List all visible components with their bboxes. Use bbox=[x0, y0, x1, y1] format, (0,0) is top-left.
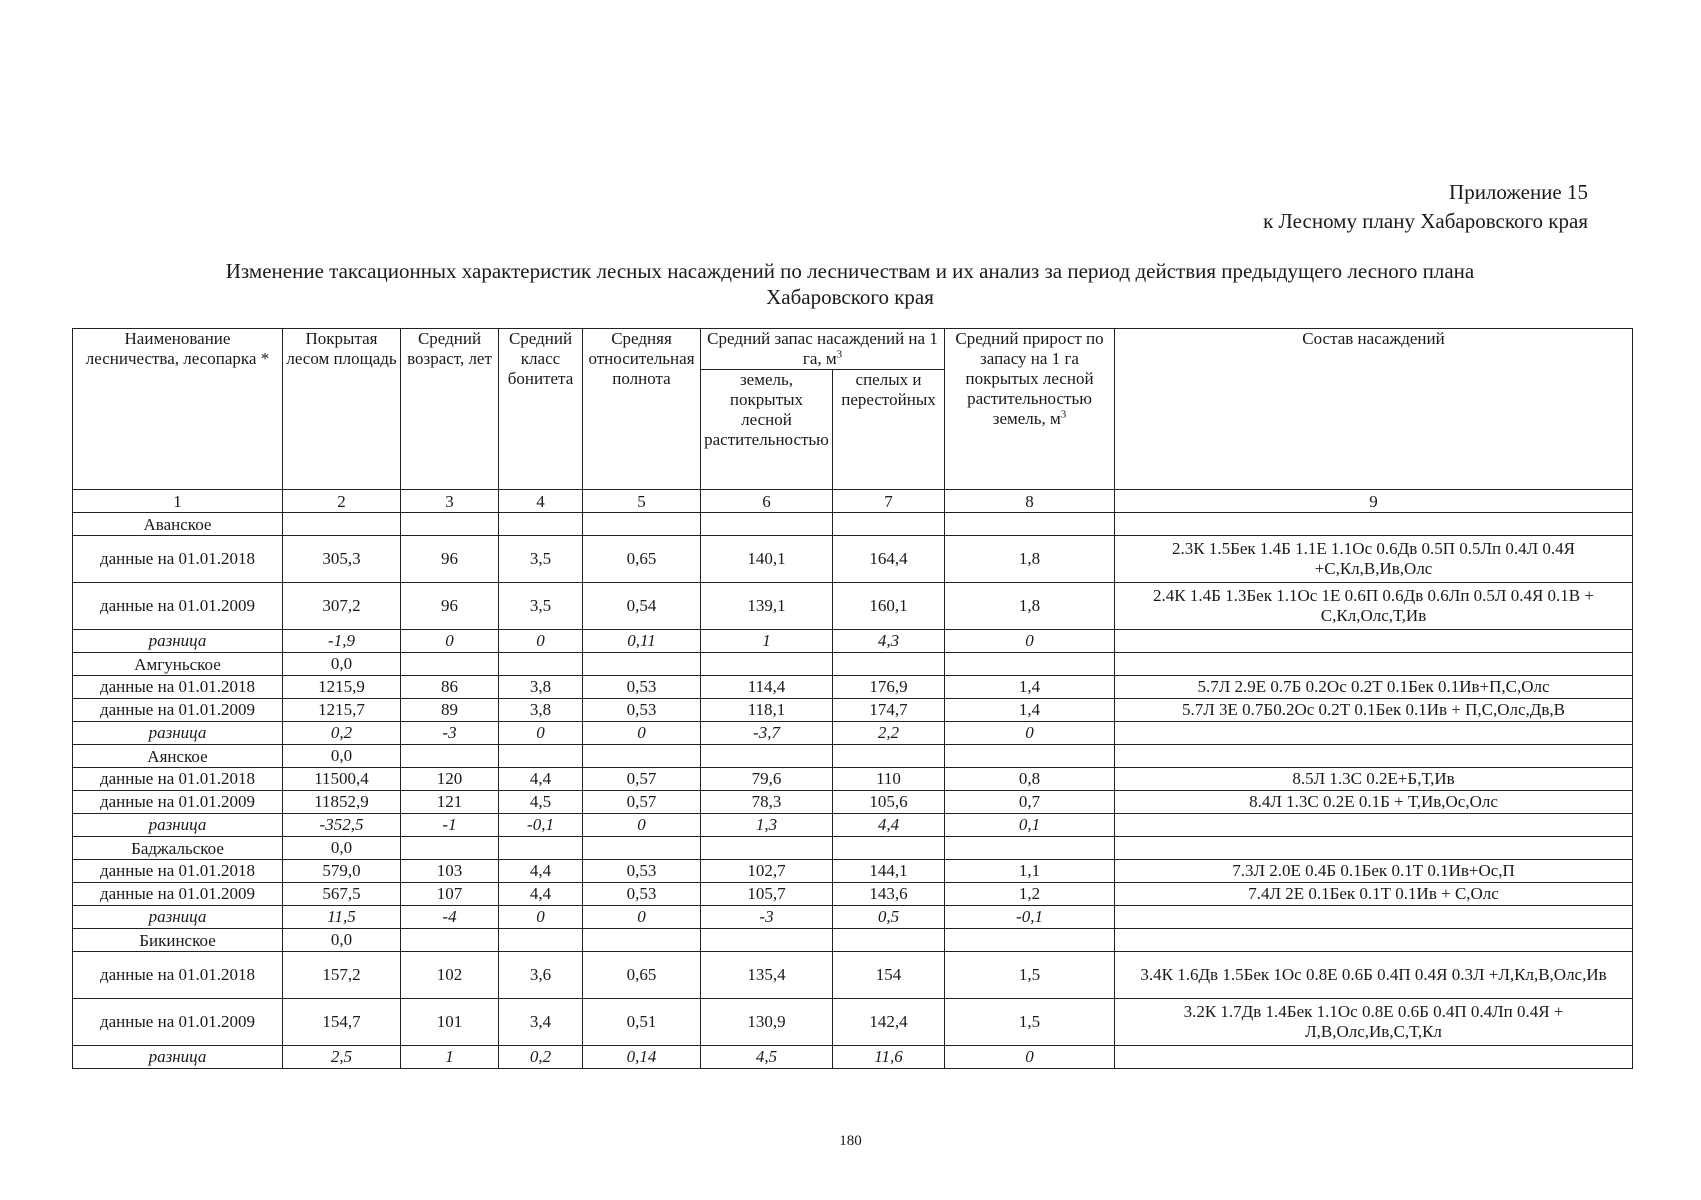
table-cell bbox=[833, 745, 945, 768]
value-cell-area: 11,5 bbox=[283, 906, 401, 929]
table-cell bbox=[401, 837, 499, 860]
row-label: разница bbox=[73, 722, 283, 745]
composition-cell: 5.7Л 2.9Е 0.7Б 0.2Ос 0.2Т 0.1Бек 0.1Ив+П,С,Олс bbox=[1115, 676, 1633, 699]
value-cell-s6: 4,5 bbox=[701, 1046, 833, 1069]
page-number: 180 bbox=[839, 1133, 862, 1149]
col-number: 9 bbox=[1115, 490, 1633, 513]
value-cell-area: 154,7 bbox=[283, 999, 401, 1046]
value-cell-age: 103 bbox=[401, 860, 499, 883]
group-area-value: 0,0 bbox=[283, 837, 401, 860]
composition-cell bbox=[1115, 906, 1633, 929]
composition-cell: 7.3Л 2.0Е 0.4Б 0.1Бек 0.1Т 0.1Ив+Ос,П bbox=[1115, 860, 1633, 883]
value-cell-age: 96 bbox=[401, 583, 499, 630]
title-line2: Хабаровского края bbox=[766, 285, 934, 309]
value-cell-area: 157,2 bbox=[283, 952, 401, 999]
row-label: разница bbox=[73, 1046, 283, 1069]
value-cell-g8: 0,7 bbox=[945, 791, 1115, 814]
value-cell-area: 2,5 bbox=[283, 1046, 401, 1069]
value-cell-g8: 0 bbox=[945, 630, 1115, 653]
value-cell-s7: 176,9 bbox=[833, 676, 945, 699]
value-cell-g8: 0 bbox=[945, 1046, 1115, 1069]
value-cell-g8: 1,1 bbox=[945, 860, 1115, 883]
table-cell bbox=[401, 513, 499, 536]
value-cell-bon: 0 bbox=[499, 630, 583, 653]
row-label: данные на 01.01.2009 bbox=[73, 791, 283, 814]
group-header-row bbox=[73, 745, 1633, 768]
header-stock-mature: спелых и перестойных bbox=[833, 370, 945, 490]
table-cell bbox=[833, 837, 945, 860]
header-density: Средняя относительная полнота bbox=[583, 329, 701, 490]
col-number: 3 bbox=[401, 490, 499, 513]
table-cell bbox=[499, 929, 583, 952]
table-cell bbox=[1115, 513, 1633, 536]
forestry-name: Аянское bbox=[73, 745, 283, 768]
value-cell-g8: 1,5 bbox=[945, 999, 1115, 1046]
value-cell-s6: 139,1 bbox=[701, 583, 833, 630]
value-cell-s6: 105,7 bbox=[701, 883, 833, 906]
value-cell-s7: 160,1 bbox=[833, 583, 945, 630]
appendix-line2: к Лесному плану Хабаровского края bbox=[1263, 209, 1588, 233]
title-line1: Изменение таксационных характеристик лесных насаждений по лесничествам и их анализ за период действия предыдущего лесного плана bbox=[225, 259, 1475, 283]
table-cell bbox=[401, 929, 499, 952]
table-cell bbox=[945, 653, 1115, 676]
col-number: 5 bbox=[583, 490, 701, 513]
value-cell-s6: 118,1 bbox=[701, 699, 833, 722]
forestry-name: Амгуньское bbox=[73, 653, 283, 676]
value-cell-s7: 144,1 bbox=[833, 860, 945, 883]
header-composition: Состав насаждений bbox=[1115, 329, 1633, 490]
value-cell-s6: -3 bbox=[701, 906, 833, 929]
data-row bbox=[73, 676, 1633, 699]
value-cell-dens: 0,54 bbox=[583, 583, 701, 630]
group-area-value: 0,0 bbox=[283, 929, 401, 952]
header-age: Средний возраст, лет bbox=[401, 329, 499, 490]
value-cell-area: 305,3 bbox=[283, 536, 401, 583]
header-stock-sup: 3 bbox=[836, 348, 843, 361]
value-cell-area: 11500,4 bbox=[283, 768, 401, 791]
group-area-value: 0,0 bbox=[283, 745, 401, 768]
value-cell-g8: 1,8 bbox=[945, 536, 1115, 583]
value-cell-s7: 143,6 bbox=[833, 883, 945, 906]
value-cell-area: 307,2 bbox=[283, 583, 401, 630]
table-cell bbox=[1115, 837, 1633, 860]
table-cell bbox=[499, 513, 583, 536]
value-cell-bon: 3,5 bbox=[499, 536, 583, 583]
group-header-row bbox=[73, 513, 1633, 536]
value-cell-s6: 102,7 bbox=[701, 860, 833, 883]
col-number: 8 bbox=[945, 490, 1115, 513]
difference-row bbox=[73, 1046, 1633, 1069]
table-cell bbox=[583, 837, 701, 860]
table-cell bbox=[701, 837, 833, 860]
data-row bbox=[73, 883, 1633, 906]
value-cell-s7: 164,4 bbox=[833, 536, 945, 583]
value-cell-dens: 0 bbox=[583, 906, 701, 929]
table-body bbox=[73, 513, 1633, 1069]
table-cell bbox=[1115, 929, 1633, 952]
value-cell-area: 567,5 bbox=[283, 883, 401, 906]
forestry-name: Бикинское bbox=[73, 929, 283, 952]
value-cell-s6: 114,4 bbox=[701, 676, 833, 699]
data-row bbox=[73, 999, 1633, 1046]
value-cell-g8: -0,1 bbox=[945, 906, 1115, 929]
table-cell bbox=[499, 837, 583, 860]
row-label: данные на 01.01.2018 bbox=[73, 768, 283, 791]
value-cell-g8: 1,2 bbox=[945, 883, 1115, 906]
value-cell-dens: 0,11 bbox=[583, 630, 701, 653]
appendix-line1: Приложение 15 bbox=[1449, 180, 1588, 204]
value-cell-age: 96 bbox=[401, 536, 499, 583]
composition-cell: 8.4Л 1.3С 0.2Е 0.1Б + Т,Ив,Ос,Олс bbox=[1115, 791, 1633, 814]
row-label: данные на 01.01.2018 bbox=[73, 676, 283, 699]
value-cell-s7: 2,2 bbox=[833, 722, 945, 745]
value-cell-area: 1215,7 bbox=[283, 699, 401, 722]
value-cell-dens: 0,53 bbox=[583, 676, 701, 699]
table-cell bbox=[1115, 745, 1633, 768]
table-cell bbox=[833, 653, 945, 676]
table-cell bbox=[833, 513, 945, 536]
row-label: данные на 01.01.2009 bbox=[73, 883, 283, 906]
difference-row bbox=[73, 722, 1633, 745]
composition-cell: 3.2К 1.7Дв 1.4Бек 1.1Ос 0.8Е 0.6Б 0.4П 0.4Лп 0.4Я + Л,В,Олс,Ив,С,Т,Кл bbox=[1115, 999, 1633, 1046]
value-cell-s6: 1,3 bbox=[701, 814, 833, 837]
data-row bbox=[73, 791, 1633, 814]
group-area-value: 0,0 bbox=[283, 653, 401, 676]
value-cell-area: 579,0 bbox=[283, 860, 401, 883]
value-cell-dens: 0,65 bbox=[583, 536, 701, 583]
value-cell-g8: 0 bbox=[945, 722, 1115, 745]
table-cell bbox=[701, 513, 833, 536]
row-label: данные на 01.01.2018 bbox=[73, 952, 283, 999]
value-cell-dens: 0,53 bbox=[583, 860, 701, 883]
table-cell bbox=[701, 929, 833, 952]
value-cell-area: -352,5 bbox=[283, 814, 401, 837]
value-cell-area: -1,9 bbox=[283, 630, 401, 653]
group-header-row bbox=[73, 929, 1633, 952]
value-cell-dens: 0,53 bbox=[583, 699, 701, 722]
value-cell-g8: 0,1 bbox=[945, 814, 1115, 837]
value-cell-dens: 0,51 bbox=[583, 999, 701, 1046]
row-label: данные на 01.01.2009 bbox=[73, 583, 283, 630]
value-cell-bon: 0 bbox=[499, 906, 583, 929]
value-cell-age: 0 bbox=[401, 630, 499, 653]
value-cell-g8: 1,5 bbox=[945, 952, 1115, 999]
value-cell-bon: 0 bbox=[499, 722, 583, 745]
table-cell bbox=[583, 745, 701, 768]
row-label: разница bbox=[73, 814, 283, 837]
value-cell-bon: 3,8 bbox=[499, 676, 583, 699]
difference-row bbox=[73, 814, 1633, 837]
value-cell-bon: 3,4 bbox=[499, 999, 583, 1046]
value-cell-g8: 1,4 bbox=[945, 676, 1115, 699]
row-label: данные на 01.01.2018 bbox=[73, 860, 283, 883]
table-cell bbox=[945, 837, 1115, 860]
value-cell-s7: 4,3 bbox=[833, 630, 945, 653]
value-cell-s6: 1 bbox=[701, 630, 833, 653]
value-cell-bon: 3,8 bbox=[499, 699, 583, 722]
value-cell-s7: 174,7 bbox=[833, 699, 945, 722]
data-row bbox=[73, 536, 1633, 583]
document-title bbox=[110, 258, 1590, 310]
composition-cell: 7.4Л 2Е 0.1Бек 0.1Т 0.1Ив + С,Олс bbox=[1115, 883, 1633, 906]
value-cell-dens: 0 bbox=[583, 814, 701, 837]
table-cell bbox=[583, 929, 701, 952]
value-cell-bon: 3,6 bbox=[499, 952, 583, 999]
composition-cell: 3.4К 1.6Дв 1.5Бек 1Ос 0.8Е 0.6Б 0.4П 0.4Я 0.3Л +Л,Кл,В,Олс,Ив bbox=[1115, 952, 1633, 999]
composition-cell: 5.7Л 3Е 0.7Б0.2Ос 0.2Т 0.1Бек 0.1Ив + П,С,Олс,Дв,В bbox=[1115, 699, 1633, 722]
value-cell-s6: 135,4 bbox=[701, 952, 833, 999]
value-cell-s6: 130,9 bbox=[701, 999, 833, 1046]
difference-row bbox=[73, 906, 1633, 929]
data-row bbox=[73, 699, 1633, 722]
value-cell-dens: 0,57 bbox=[583, 791, 701, 814]
forestry-name: Аванское bbox=[73, 513, 283, 536]
value-cell-age: 107 bbox=[401, 883, 499, 906]
value-cell-g8: 1,4 bbox=[945, 699, 1115, 722]
col-number: 6 bbox=[701, 490, 833, 513]
appendix-header bbox=[1263, 178, 1588, 236]
value-cell-s7: 105,6 bbox=[833, 791, 945, 814]
value-cell-age: 102 bbox=[401, 952, 499, 999]
value-cell-s6: 79,6 bbox=[701, 768, 833, 791]
value-cell-age: 120 bbox=[401, 768, 499, 791]
value-cell-g8: 1,8 bbox=[945, 583, 1115, 630]
table-cell bbox=[833, 929, 945, 952]
taxation-table bbox=[72, 328, 1633, 1069]
value-cell-age: 89 bbox=[401, 699, 499, 722]
header-stock-group bbox=[701, 329, 945, 370]
table-cell bbox=[583, 513, 701, 536]
value-cell-dens: 0,53 bbox=[583, 883, 701, 906]
row-label: данные на 01.01.2009 bbox=[73, 699, 283, 722]
row-label: разница bbox=[73, 630, 283, 653]
group-header-row bbox=[73, 837, 1633, 860]
value-cell-age: 101 bbox=[401, 999, 499, 1046]
value-cell-bon: 4,4 bbox=[499, 768, 583, 791]
header-growth-sup: 3 bbox=[1060, 408, 1067, 421]
value-cell-bon: -0,1 bbox=[499, 814, 583, 837]
group-header-row bbox=[73, 653, 1633, 676]
value-cell-s7: 4,4 bbox=[833, 814, 945, 837]
table-cell bbox=[583, 653, 701, 676]
value-cell-dens: 0 bbox=[583, 722, 701, 745]
value-cell-s7: 154 bbox=[833, 952, 945, 999]
value-cell-age: -1 bbox=[401, 814, 499, 837]
composition-cell bbox=[1115, 630, 1633, 653]
composition-cell: 8.5Л 1.3С 0.2Е+Б,Т,Ив bbox=[1115, 768, 1633, 791]
table-cell bbox=[701, 653, 833, 676]
col-number: 7 bbox=[833, 490, 945, 513]
value-cell-s6: 140,1 bbox=[701, 536, 833, 583]
col-number: 2 bbox=[283, 490, 401, 513]
value-cell-g8: 0,8 bbox=[945, 768, 1115, 791]
value-cell-bon: 0,2 bbox=[499, 1046, 583, 1069]
value-cell-age: 1 bbox=[401, 1046, 499, 1069]
col-number: 1 bbox=[73, 490, 283, 513]
value-cell-bon: 4,4 bbox=[499, 883, 583, 906]
forestry-name: Баджальское bbox=[73, 837, 283, 860]
composition-cell bbox=[1115, 814, 1633, 837]
value-cell-area: 11852,9 bbox=[283, 791, 401, 814]
value-cell-s7: 142,4 bbox=[833, 999, 945, 1046]
header-growth bbox=[945, 329, 1115, 490]
header-stock-covered: земель, покрытых лесной растительностью bbox=[701, 370, 833, 490]
value-cell-area: 0,2 bbox=[283, 722, 401, 745]
composition-cell: 2.4К 1.4Б 1.3Бек 1.1Ос 1Е 0.6П 0.6Дв 0.6Лп 0.5Л 0.4Я 0.1В + С,Кл,Олс,Т,Ив bbox=[1115, 583, 1633, 630]
data-row bbox=[73, 860, 1633, 883]
value-cell-dens: 0,57 bbox=[583, 768, 701, 791]
value-cell-s6: -3,7 bbox=[701, 722, 833, 745]
value-cell-age: 86 bbox=[401, 676, 499, 699]
composition-cell: 2.3К 1.5Бек 1.4Б 1.1Е 1.1Ос 0.6Дв 0.5П 0.5Лп 0.4Л 0.4Я +С,Кл,В,Ив,Олс bbox=[1115, 536, 1633, 583]
table-cell bbox=[401, 745, 499, 768]
row-label: данные на 01.01.2018 bbox=[73, 536, 283, 583]
value-cell-s7: 110 bbox=[833, 768, 945, 791]
value-cell-bon: 3,5 bbox=[499, 583, 583, 630]
group-area-value bbox=[283, 513, 401, 536]
header-name: Наименование лесничества, лесопарка * bbox=[73, 329, 283, 490]
data-row bbox=[73, 583, 1633, 630]
table-cell bbox=[401, 653, 499, 676]
header-bonitet: Средний класс бонитета bbox=[499, 329, 583, 490]
table-cell bbox=[945, 929, 1115, 952]
value-cell-s6: 78,3 bbox=[701, 791, 833, 814]
column-number-row bbox=[73, 490, 1633, 513]
composition-cell bbox=[1115, 1046, 1633, 1069]
data-row bbox=[73, 768, 1633, 791]
composition-cell bbox=[1115, 722, 1633, 745]
value-cell-dens: 0,65 bbox=[583, 952, 701, 999]
difference-row bbox=[73, 630, 1633, 653]
table-cell bbox=[701, 745, 833, 768]
col-number: 4 bbox=[499, 490, 583, 513]
table-cell bbox=[1115, 653, 1633, 676]
value-cell-age: -3 bbox=[401, 722, 499, 745]
table-cell bbox=[945, 513, 1115, 536]
row-label: разница bbox=[73, 906, 283, 929]
value-cell-area: 1215,9 bbox=[283, 676, 401, 699]
table-cell bbox=[499, 653, 583, 676]
value-cell-s7: 11,6 bbox=[833, 1046, 945, 1069]
header-area: Покрытая лесом площадь bbox=[283, 329, 401, 490]
table-cell bbox=[499, 745, 583, 768]
header-stock-group-text: Средний запас насаждений на 1 га, м bbox=[707, 329, 938, 368]
row-label: данные на 01.01.2009 bbox=[73, 999, 283, 1046]
data-row bbox=[73, 952, 1633, 999]
value-cell-s7: 0,5 bbox=[833, 906, 945, 929]
header-growth-text: Средний прирост по запасу на 1 га покрытых лесной растительностью земель, м bbox=[955, 329, 1104, 428]
table-cell bbox=[945, 745, 1115, 768]
value-cell-age: 121 bbox=[401, 791, 499, 814]
value-cell-bon: 4,4 bbox=[499, 860, 583, 883]
value-cell-bon: 4,5 bbox=[499, 791, 583, 814]
value-cell-dens: 0,14 bbox=[583, 1046, 701, 1069]
value-cell-age: -4 bbox=[401, 906, 499, 929]
